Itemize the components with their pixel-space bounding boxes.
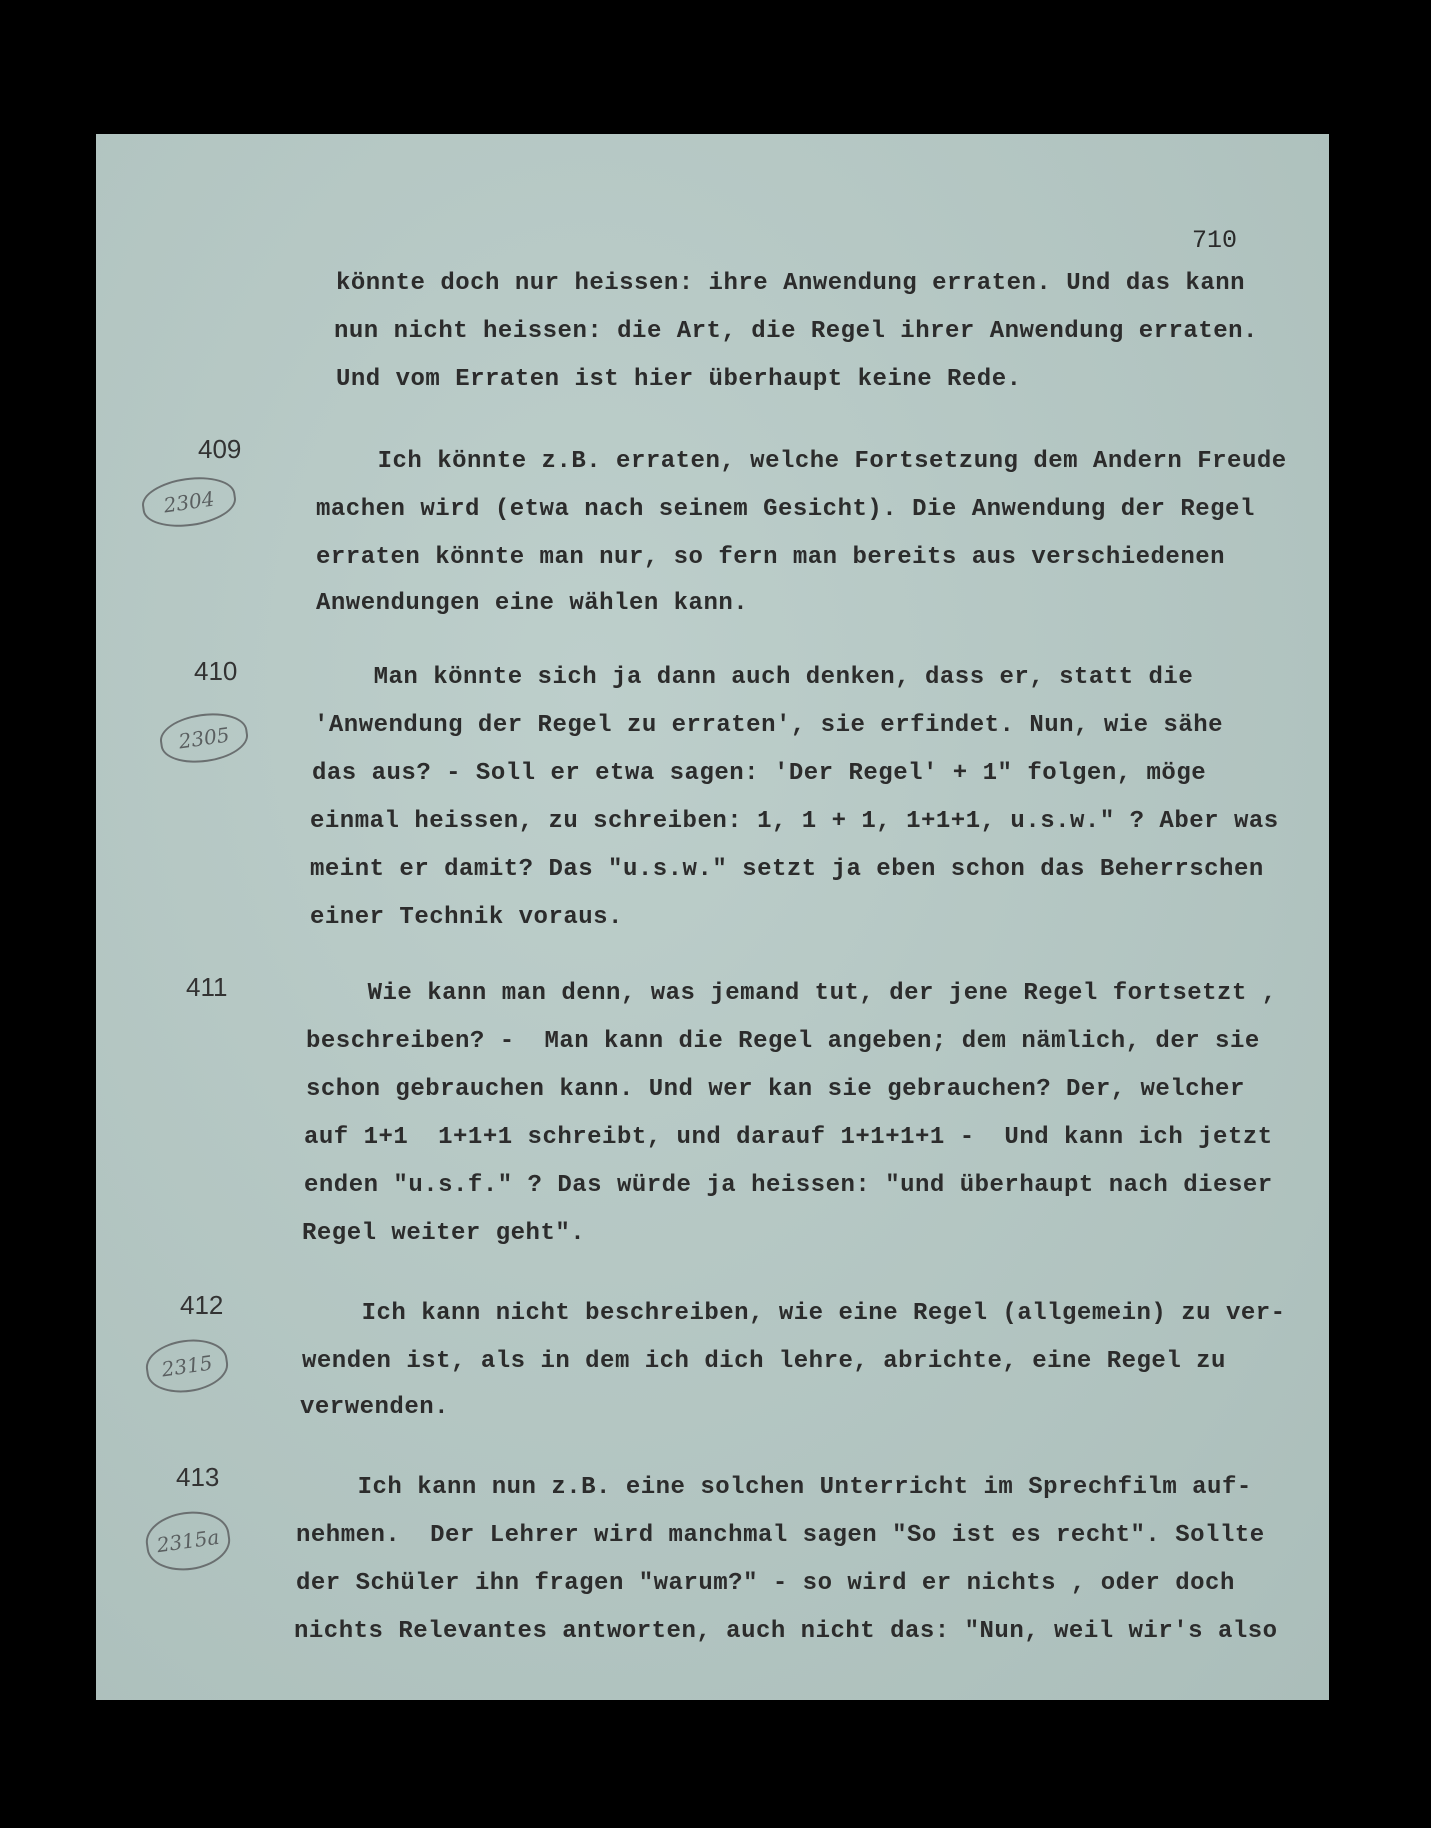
- text-line: Ich kann nicht beschreiben, wie eine Regel (allgemein) zu ver-: [302, 1300, 1286, 1327]
- text-line: 'Anwendung der Regel zu erraten', sie erfindet. Nun, wie sähe: [314, 712, 1224, 739]
- text-line: wenden ist, als in dem ich dich lehre, abrichte, eine Regel zu: [302, 1348, 1226, 1375]
- text-line: der Schüler ihn fragen "warum?" - so wird er nichts , oder doch: [296, 1570, 1235, 1597]
- text-line: verwenden.: [300, 1394, 450, 1421]
- page-number: 710: [1192, 226, 1238, 255]
- handwritten-reference-circle: 2315: [143, 1335, 231, 1398]
- text-line: machen wird (etwa nach seinem Gesicht). Die Anwendung der Regel: [316, 496, 1255, 523]
- remark-number: 413: [176, 1462, 220, 1492]
- text-line: nichts Relevantes antworten, auch nicht das: "Nun, weil wir's also: [294, 1618, 1278, 1645]
- text-line: schon gebrauchen kann. Und wer kan sie gebrauchen? Der, welcher: [306, 1076, 1245, 1103]
- handwritten-reference-circle: 2305: [157, 708, 251, 768]
- handwritten-reference-circle: 2304: [139, 472, 239, 533]
- text-line: auf 1+1 1+1+1 schreibt, und darauf 1+1+1+1 - Und kann ich jetzt: [304, 1124, 1273, 1151]
- text-line: Und vom Erraten ist hier überhaupt keine Rede.: [336, 366, 1022, 393]
- remark-number: 410: [194, 656, 238, 686]
- text-line: enden "u.s.f." ? Das würde ja heissen: "und überhaupt nach dieser: [304, 1172, 1273, 1199]
- text-line: Regel weiter geht".: [302, 1220, 586, 1247]
- text-line: beschreiben? - Man kann die Regel angeben; dem nämlich, der sie: [306, 1028, 1260, 1055]
- remark-number: 411: [186, 972, 228, 1002]
- text-line: könnte doch nur heissen: ihre Anwendung erraten. Und das kann: [336, 270, 1246, 297]
- handwritten-reference-circle: 2315a: [142, 1506, 233, 1575]
- remark-number: 409: [198, 434, 242, 464]
- text-line: Ich könnte z.B. erraten, welche Fortsetzung dem Andern Freude: [318, 448, 1287, 475]
- text-line: erraten könnte man nur, so fern man bereits aus verschiedenen: [316, 544, 1226, 571]
- text-line: das aus? - Soll er etwa sagen: 'Der Regel' + 1" folgen, möge: [312, 760, 1207, 787]
- text-line: Man könnte sich ja dann auch denken, dass er, statt die: [314, 664, 1194, 691]
- remark-number: 412: [180, 1290, 224, 1320]
- text-line: einer Technik voraus.: [310, 904, 623, 931]
- text-line: Anwendungen eine wählen kann.: [316, 590, 749, 617]
- text-line: einmal heissen, zu schreiben: 1, 1 + 1, 1+1+1, u.s.w." ? Aber was: [310, 808, 1279, 835]
- text-line: meint er damit? Das "u.s.w." setzt ja eben schon das Beherrschen: [310, 856, 1264, 883]
- text-line: nun nicht heissen: die Art, die Regel ihrer Anwendung erraten.: [334, 318, 1258, 345]
- text-line: nehmen. Der Lehrer wird manchmal sagen "So ist es recht". Sollte: [296, 1522, 1265, 1549]
- text-line: Ich kann nun z.B. eine solchen Unterricht im Sprechfilm auf-: [298, 1474, 1252, 1501]
- text-line: Wie kann man denn, was jemand tut, der jene Regel fortsetzt ,: [308, 980, 1277, 1007]
